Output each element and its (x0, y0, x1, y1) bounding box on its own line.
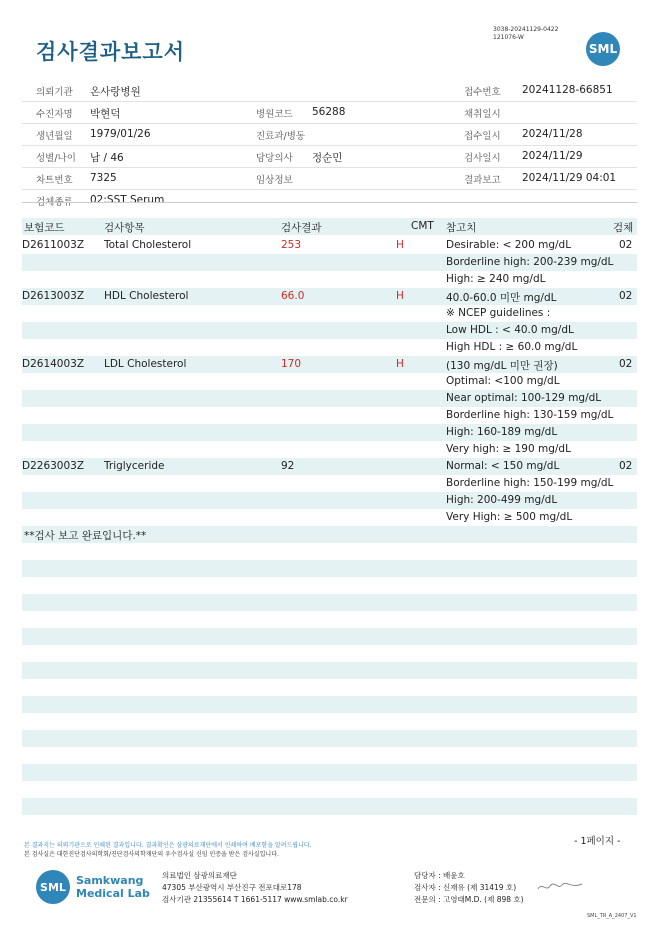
table-row (22, 390, 637, 407)
cell-ref: Near optimal: 100-129 mg/dL (446, 392, 602, 404)
tested-value: 2024/11/29 (522, 150, 583, 162)
page-title: 검사결과보고서 (36, 40, 186, 64)
cell-ref: Optimal: <100 mg/dL (446, 375, 560, 387)
doctor-value: 정순민 (312, 152, 343, 164)
table-row (22, 356, 637, 373)
patient-label: 수진자명 (36, 109, 73, 120)
header-item: 검사항목 (104, 222, 145, 234)
sml-logo-icon: SML (36, 870, 70, 904)
tested-label: 검사일시 (464, 153, 501, 164)
institution-value: 온사랑병원 (90, 86, 141, 98)
table-row (22, 237, 637, 254)
cell-ref: Borderline high: 130-159 mg/dL (446, 409, 614, 421)
empty-row (22, 781, 637, 798)
receipt-no-value: 20241128-66851 (522, 84, 613, 96)
sex-age-label: 성별/나이 (36, 153, 76, 164)
cell-ref: Borderline high: 150-199 mg/dL (446, 477, 614, 489)
empty-row (22, 798, 637, 815)
table-row (22, 458, 637, 475)
empty-row (22, 577, 637, 594)
footnote-print: 본 결과지는 의뢰기관으로 인쇄된 결과입니다. 결과확인은 삼광의료재단에서 인쇄하여 배포함을 알려드립니다. (24, 842, 312, 849)
reported-label: 결과보고 (464, 175, 501, 186)
received-value: 2024/11/28 (522, 128, 583, 140)
table-row (22, 509, 637, 526)
report-complete-row (22, 526, 637, 543)
empty-row (22, 730, 637, 747)
table-row (22, 424, 637, 441)
empty-row (22, 628, 637, 645)
table-row (22, 339, 637, 356)
footnote-certification: 본 검사실은 대한진단검사의학회/진단검사의학재단의 우수검사실 신임 인증을 받은 검사실입니다. (24, 851, 279, 858)
form-code: SML_TR_A_2407_V1 (587, 913, 637, 919)
tester: 검사자 : 신재유 (제 31419 호) (414, 883, 517, 892)
cell-result: 253 (281, 239, 302, 251)
chart-value: 7325 (90, 172, 117, 184)
empty-row (22, 594, 637, 611)
cell-code: D2263003Z (22, 460, 85, 472)
empty-row (22, 747, 637, 764)
cell-specimen: 02 (619, 358, 633, 370)
sml-logo: SML (586, 32, 620, 66)
cell-ref: Normal: < 150 mg/dL (446, 460, 560, 472)
birth-value: 1979/01/26 (90, 128, 151, 140)
header-code: 보험코드 (24, 222, 65, 234)
brand-name: Samkwang Medical Lab (76, 874, 150, 900)
empty-row (22, 713, 637, 730)
institution-label: 의뢰기관 (36, 87, 73, 98)
info-row (22, 102, 637, 124)
table-row (22, 271, 637, 288)
cell-specimen: 02 (619, 460, 633, 472)
cell-specimen: 02 (619, 290, 633, 302)
hospital-code-label: 병원코드 (256, 109, 293, 120)
cell-ref: Low HDL : < 40.0 mg/dL (446, 324, 574, 336)
organization-info (162, 870, 348, 906)
info-row (22, 190, 637, 211)
hospital-code-value: 56288 (312, 106, 346, 118)
specialist: 전문의 : 고영태M.D. (제 898 호) (414, 895, 524, 904)
cell-item: Triglyceride (104, 460, 165, 472)
table-row (22, 441, 637, 458)
header-result: 검사결과 (281, 222, 322, 234)
table-row (22, 322, 637, 339)
table-row (22, 407, 637, 424)
page-number: - 1페이지 - (574, 836, 621, 847)
cell-ref: ※ NCEP guidelines : (446, 307, 551, 319)
cell-specimen: 02 (619, 239, 633, 251)
cell-result: 66.0 (281, 290, 305, 302)
brand-logo (36, 870, 150, 904)
cell-ref: (130 mg/dL 미만 권장) (446, 360, 558, 372)
specimen-value: 02:SST Serum (90, 194, 165, 206)
cell-flag: H (396, 290, 404, 302)
info-row (22, 146, 637, 168)
empty-row (22, 645, 637, 662)
doctor-label: 담당의사 (256, 153, 293, 164)
header-cmt: CMT (411, 220, 434, 232)
cell-ref: High: 200-499 mg/dL (446, 494, 558, 506)
cell-ref: High: ≥ 240 mg/dL (446, 273, 546, 285)
signatures (414, 870, 524, 906)
clinical-label: 임상정보 (256, 175, 293, 186)
table-row (22, 475, 637, 492)
dept-label: 진료과/병동 (256, 131, 306, 142)
result-table (22, 237, 637, 815)
cell-flag: H (396, 239, 404, 251)
header-ref: 참고치 (446, 222, 477, 234)
empty-row (22, 611, 637, 628)
cell-item: Total Cholesterol (104, 239, 192, 251)
cell-ref: Desirable: < 200 mg/dL (446, 239, 572, 251)
cell-code: D2611003Z (22, 239, 85, 251)
collection-date-label: 채취일시 (464, 109, 501, 120)
table-row (22, 254, 637, 271)
sex-age-value: 남 / 46 (90, 152, 124, 164)
patient-info (22, 80, 637, 211)
header-specimen: 검체 (613, 222, 634, 234)
table-row (22, 305, 637, 322)
reported-value: 2024/11/29 04:01 (522, 172, 617, 184)
table-row (22, 492, 637, 509)
birth-label: 생년월일 (36, 131, 73, 142)
cell-ref: Borderline high: 200-239 mg/dL (446, 256, 614, 268)
org-name: 의료법인 삼광의료재단 (162, 871, 237, 880)
org-address: 47305 부산광역시 부산진구 전포대로178 (162, 883, 302, 892)
info-row (22, 124, 637, 146)
report-complete-text: **검사 보고 완료입니다.** (24, 530, 147, 542)
cell-ref: Very High: ≥ 500 mg/dL (446, 511, 573, 523)
cell-item: HDL Cholesterol (104, 290, 189, 302)
cell-flag: H (396, 358, 404, 370)
patient-value: 박현덕 (90, 108, 121, 120)
info-row (22, 80, 637, 102)
cell-code: D2613003Z (22, 290, 85, 302)
cell-result: 170 (281, 358, 302, 370)
manager: 담당자 : 배윤호 (414, 871, 465, 880)
chart-label: 차트번호 (36, 175, 73, 186)
empty-row (22, 764, 637, 781)
empty-row (22, 696, 637, 713)
empty-row (22, 662, 637, 679)
org-contact: 검사기관 21355614 T 1661-5117 www.smlab.co.kr (162, 895, 348, 904)
table-row (22, 288, 637, 305)
signature-icon (536, 880, 584, 894)
table-header (22, 218, 637, 235)
empty-row (22, 679, 637, 696)
document-id: 3038-20241129-0422 121076-W (493, 26, 559, 41)
info-row (22, 168, 637, 190)
cell-code: D2614003Z (22, 358, 85, 370)
receipt-no-label: 접수번호 (464, 87, 501, 98)
cell-result: 92 (281, 460, 295, 472)
cell-ref: High: 160-189 mg/dL (446, 426, 558, 438)
specimen-label: 검체종류 (36, 197, 73, 208)
empty-row (22, 560, 637, 577)
table-row (22, 373, 637, 390)
cell-ref: High HDL : ≥ 60.0 mg/dL (446, 341, 578, 353)
cell-ref: Very high: ≥ 190 mg/dL (446, 443, 571, 455)
cell-ref: 40.0-60.0 미만 mg/dL (446, 292, 557, 304)
received-label: 접수일시 (464, 131, 501, 142)
divider (22, 202, 637, 203)
cell-item: LDL Cholesterol (104, 358, 187, 370)
empty-row (22, 543, 637, 560)
